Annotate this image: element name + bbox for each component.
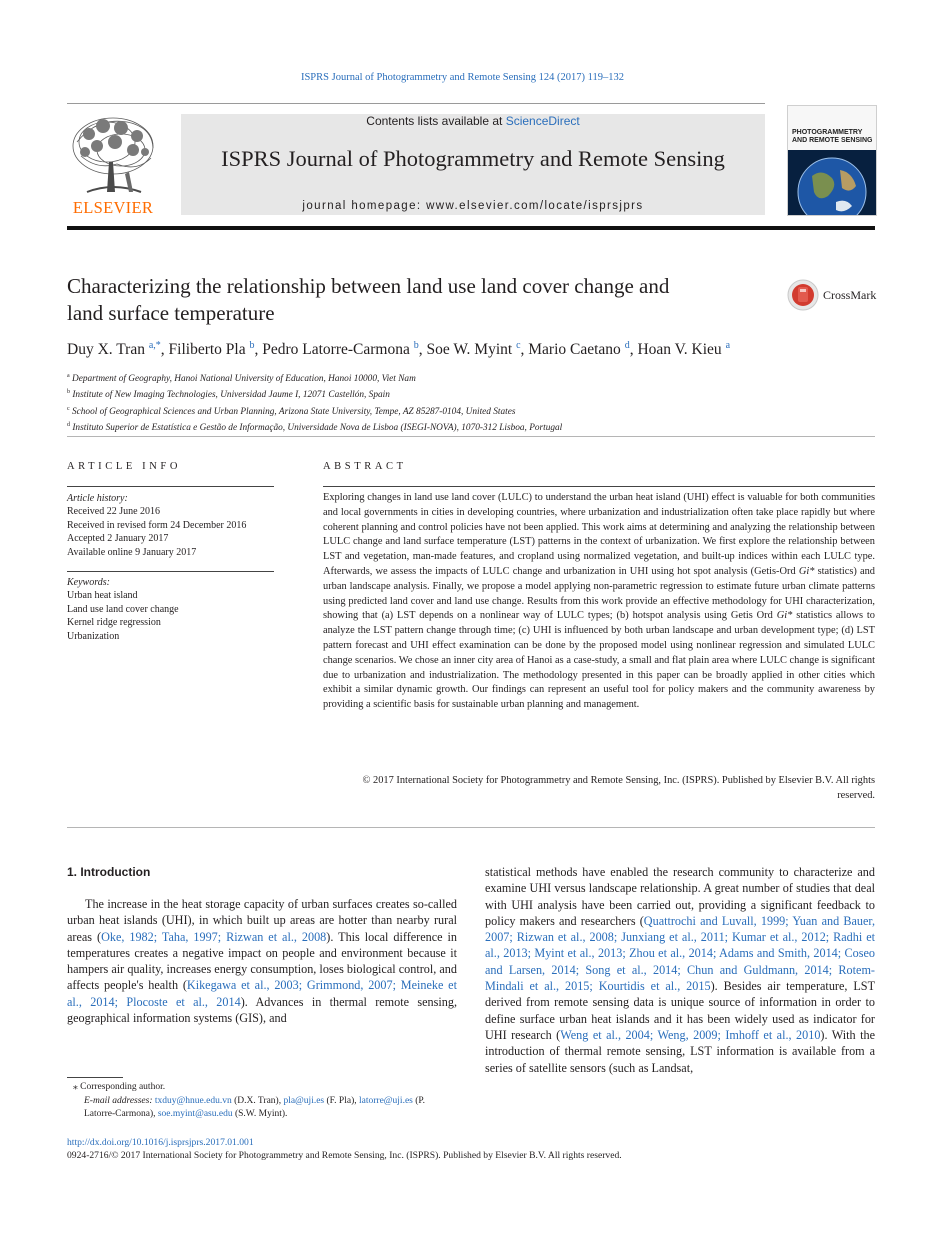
affiliation-item — [67, 386, 877, 402]
intro-text: ). With the introduction of thermal remote sensing, LST information is available from a series of satellite sensors (such as Landsat, — [485, 1027, 876, 1075]
citation-link[interactable]: Oke, 1982; Taha, 1997; Rizwan et al., 2008 — [101, 929, 327, 944]
article-info-heading: ARTICLE INFO — [67, 461, 182, 472]
article-title — [67, 273, 772, 327]
journal-reference[interactable]: ISPRS Journal of Photogrammetry and Remote Sensing 124 (2017) 119–132 — [300, 72, 625, 83]
author-name: Duy X. Tran — [67, 341, 145, 359]
contents-prefix: Contents lists available at — [366, 114, 506, 128]
intro-text: ). This local difference in temperatures creates a negative impact on people and environment because it hampers air quality, increases energy consumption, loses biological control, and affects people's health ( — [67, 929, 458, 993]
affiliation-text: Instituto Superior de Estatística e Gestão de Informação, Universidade Nova de Lisboa (ISEGI-NOVA), 1070-312 Lisboa, Portugal — [72, 423, 563, 434]
intro-text: ). Besides air temperature, LST derived from remote sensing data is unique source of information in order to define surface urban heat islands and it has been widely used as indicator for UHI research ( — [485, 979, 876, 1042]
abstract-copyright: © 2017 International Society for Photogrammetry and Remote Sensing, Inc. (ISPRS). Published by Elsevier B.V. All rights reserved. — [362, 775, 875, 801]
affiliation-item — [67, 370, 877, 386]
contents-line — [181, 114, 765, 128]
elsevier-wordmark: ELSEVIER — [72, 198, 154, 217]
affiliation-key: c — [67, 405, 70, 412]
affiliations — [67, 370, 877, 436]
affiliation-text: Institute of New Imaging Technologies, Universidad Jaume I, 12071 Castellón, Spain — [72, 390, 390, 401]
author-sup[interactable]: d — [624, 340, 630, 351]
email-owner: (D.X. Tran), — [231, 1095, 284, 1106]
history-item: Accepted 2 January 2017 — [67, 533, 169, 545]
history-label: Article history: — [67, 493, 128, 504]
abstract-gi: Gi* — [798, 565, 815, 577]
issn-line: 0924-2716/© 2017 International Society for Photogrammetry and Remote Sensing, Inc. (ISPRS). Published by Elsevier B.V. All rights reserved. — [67, 1150, 622, 1161]
doi-link[interactable]: http://dx.doi.org/10.1016/j.isprsjprs.2017.01.001 — [67, 1137, 254, 1148]
author-sup[interactable]: b — [413, 340, 419, 351]
email-owner: (P. Latorre-Carmona), — [84, 1095, 426, 1120]
keyword-item: Kernel ridge regression — [67, 617, 161, 629]
intro-right-column — [485, 864, 875, 1076]
title-line-2: land surface temperature — [67, 301, 275, 325]
affiliation-key: b — [67, 389, 70, 396]
affiliation-item — [67, 403, 877, 419]
intro-left-column — [67, 896, 457, 1026]
abstract-part: statistics allows to analyze the LST pattern change through time; (c) UHI is influenced by both urban landscape and urban development type; (d) LST pattern forecast and UHI effect examination can be done by the proposed model using nonlinear regression and simulated LULC change scenarios. We chose an inner city area of Hanoi as a case-study, a small and flat plain area where LULC change is significant due to urbanization and industrialization. The methodology presented in this paper can be broadly applied in other cities which exhibit a similar dynamic growth. Our findings can represent an useful tool for policy makers and the community awareness by providing a scientific basis for sustainable urban planning and management. — [323, 610, 875, 711]
affiliation-key: d — [67, 422, 70, 429]
footnote — [67, 1081, 457, 1122]
author-name: Pedro Latorre-Carmona — [262, 341, 410, 359]
cover-title-line1: PHOTOGRAMMETRY — [792, 129, 863, 136]
journal-cover-image[interactable] — [787, 105, 877, 216]
intro-paragraph — [485, 864, 875, 1076]
cover-art-icon — [788, 106, 876, 215]
affiliation-item — [67, 419, 877, 435]
intro-text: statistical methods have enabled the research community to characterize and examine UHI versus landscape relationship. A great number of studies that deal with UHI analysis have been carried out, providing a significant feedback to policy makers and researchers ( — [485, 865, 875, 928]
intro-text: The increase in the heat storage capacity of urban surfaces creates so-called urban heat islands (UHI), in which built up areas are hotter than nearby rural areas ( — [67, 897, 457, 944]
author-sup[interactable]: b — [249, 340, 255, 351]
affiliation-text: Department of Geography, Hanoi National University of Education, Hanoi 10000, Viet Nam — [72, 374, 416, 385]
article-history — [67, 492, 282, 559]
abstract-heading: ABSTRACT — [323, 461, 407, 472]
intro-text: ). Advances in thermal remote sensing, geographical information systems (GIS), and — [67, 994, 457, 1026]
author-name: Hoan V. Kieu — [637, 341, 722, 359]
keywords — [67, 576, 282, 643]
history-item: Received in revised form 24 December 2016 — [67, 519, 247, 531]
author-sup[interactable]: c — [516, 340, 521, 351]
article-info-rule — [67, 486, 274, 487]
intro-paragraph — [67, 896, 457, 1026]
citation-link[interactable]: Kikegawa et al., 2003; Grimmond, 2007; Meineke et al., 2014; Plocoste et al., 2014 — [67, 978, 457, 1009]
abstract-part: statistics) and urban landscape analysis. Finally, we propose a model applying non-parametric regression to estimate future urban climate patterns using predicted land cover and land use change. Results from this work provide an effective methodology for UHI characterization, showing that (a) LST depends on a nonlinear way of LULC types; (b) hotspot analysis using Getis Ord — [323, 565, 875, 622]
abstract-rule — [323, 486, 875, 487]
abstract-text — [323, 491, 875, 713]
title-line-1: Characterizing the relationship between land use land cover change and — [67, 274, 670, 298]
corresponding-author: Corresponding author. — [80, 1082, 166, 1092]
journal-title: ISPRS Journal of Photogrammetry and Remote Sensing — [221, 146, 725, 171]
email-owner: (S.W. Myint). — [232, 1109, 288, 1120]
author-sup[interactable]: a,* — [148, 340, 161, 351]
citation-link[interactable]: Quattrochi and Luvall, 1999; Yuan and Bauer, 2007; Rizwan et al., 2008; Junxiang et al., 2011; Kumar et al., 2012; Radhi et al., 2013; Myint et al., 2013; Zhou et al., 2014; Adams and Smith, 2014; Coseo and Larsen, 2014; Song et al., 2014; Chun and Guldmann, 2014; Rotem-Mindali et al., 2015; Kourtidis et al., 2015 — [485, 913, 875, 994]
author-name: Mario Caetano — [528, 341, 621, 359]
email-link[interactable]: pla@uji.es — [283, 1095, 325, 1106]
keywords-label: Keywords: — [67, 577, 110, 588]
section-divider — [67, 436, 875, 437]
history-item: Received 22 June 2016 — [67, 506, 161, 518]
author-name: Soe W. Myint — [426, 341, 513, 359]
cover-title-line2: AND REMOTE SENSING — [792, 137, 873, 144]
crossmark-label[interactable]: CrossMark — [823, 288, 877, 302]
email-label: E-mail addresses: — [84, 1095, 155, 1106]
abstract-gi: Gi* — [776, 610, 793, 622]
sciencedirect-link[interactable]: ScienceDirect — [505, 114, 580, 128]
citation-link[interactable]: Weng et al., 2004; Weng, 2009; Imhoff et al., 2010 — [560, 1027, 821, 1042]
keywords-rule — [67, 571, 274, 572]
header-rule — [67, 103, 765, 104]
author-name: Filiberto Pla — [168, 341, 246, 359]
footnote-rule — [67, 1077, 123, 1078]
header-thick-rule — [67, 226, 875, 230]
footnote-star: ⁎ — [73, 1082, 78, 1092]
intro-heading: 1. Introduction — [67, 865, 151, 879]
email-owner: (F. Pla), — [324, 1095, 359, 1106]
email-link[interactable]: latorre@uji.es — [359, 1095, 413, 1106]
keyword-item: Land use land cover change — [67, 603, 179, 615]
history-item: Available online 9 January 2017 — [67, 546, 197, 558]
keyword-item: Urbanization — [67, 630, 120, 642]
email-link[interactable]: txduy@hnue.edu.vn — [154, 1095, 232, 1106]
section-divider — [67, 827, 875, 828]
abstract-part: Exploring changes in land use land cover (LULC) to understand the urban heat island (UHI) effect is valuable for both communities and local governments in cities in developing countries, where urbanization and industrialization often take place rapidly but where coherent planning and control policies have not been applied. This work aims at determining and analyzing the relationship between LULC change and land surface temperature (LST) patterns in the context of urbanization. We first explore the relationship between LST and vegetation, man-made features, and cropland using normalized vegetation, and built-up indices within each LULC type. Afterwards, we assess the impacts of LULC change and urbanization in UHI using hot spot analysis (Getis-Ord — [323, 492, 875, 577]
email-link[interactable]: soe.myint@asu.edu — [157, 1109, 233, 1120]
journal-homepage[interactable]: journal homepage: www.elsevier.com/locate/isprsjprs — [302, 200, 644, 212]
keyword-item: Urban heat island — [67, 590, 138, 602]
affiliation-key: a — [67, 373, 70, 379]
author-list: Duy X. Tran $^{a,*}$, Filiberto Pla $^b$, Pedro Latorre-Carmona $^b$, Soe W. Myint $^c$, Mario Caetano $^d$, Hoan V. Kieu $^a$ — [67, 340, 731, 359]
affiliation-text: School of Geographical Sciences and Urban Planning, Arizona State University, Tempe, AZ 85287-0104, United States — [72, 406, 516, 417]
author-sup[interactable]: a — [725, 340, 731, 351]
